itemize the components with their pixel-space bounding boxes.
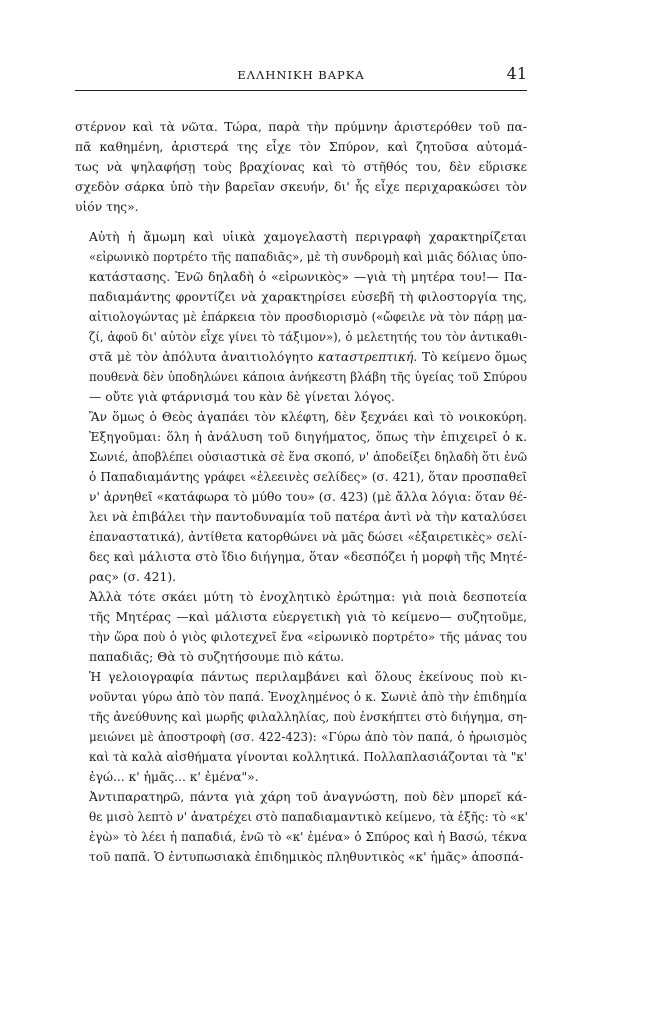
text-line: — οὔτε γιὰ φτάρνισμά του κὰν δὲ γίνεται λόγος. xyxy=(89,390,395,404)
text-line: Ἀντιπαρατηρῶ, πάντα γιὰ χάρη τοῦ ἀναγνώστη, ποὺ δὲν μπορεῖ κά- xyxy=(89,790,527,804)
text-line: τῆς Μητέρας —καὶ μάλιστα εὐεργετικὴ γιὰ τὸ κείμενο— συζητοῦμε, xyxy=(89,610,527,624)
text-line: Ἂν ὅμως ὁ Θεὸς ἀγαπάει τὸν κλέφτη, δὲν ξεχνάει καὶ τὸ νοικοκύρη. xyxy=(89,410,527,424)
paragraph xyxy=(75,787,527,867)
text-line: ἐγώ... κ' ἡμᾶς... κ' ἐμένα"». xyxy=(89,770,259,784)
text-line: υἱόν της». xyxy=(75,200,139,214)
text-line: σχεδὸν σάρκα ὑπὸ τὴν βαρεῖαν σκευήν, δι' ἧς εἶχε περιχαρακώσει τὸν xyxy=(75,180,527,194)
text-line: Ἐξηγοῦμαι: ὅλη ἡ ἀνάλυση τοῦ διηγήματος, ὅπως τὴν ἐπιχειρεῖ ὁ κ. xyxy=(89,430,527,444)
text-line: τοῦ παπᾶ. Ὁ ἐντυπωσιακὰ ἐπιδημικὸς πληθυντικὸς «κ' ἡμᾶς» ἀποσπά- xyxy=(89,850,524,864)
text-line: στέρνον καὶ τὰ νῶτα. Τώρα, παρὰ τὴν πρύμνην ἀριστερόθεν τοῦ πα- xyxy=(75,120,527,134)
text-line: πᾶ καθημένη, ἀριστερά της εἶχε τὸν Σπύρον, καὶ ζητοῦσα αὐτομά- xyxy=(75,140,527,154)
text-line: ζί, ἀφοῦ δι' αὐτὸν εἶχε γίνει τὸ τάξιμον»), ὁ μελετητής του τὸν ἀντικαθι- xyxy=(89,330,527,344)
text-line: τως νὰ ψηλαφήσῃ τοὺς βραχίονας καὶ τὸ στῆθός του, δὲν εὕρισκε xyxy=(75,160,527,174)
text-line: Αὐτὴ ἡ ἄμωμη καὶ υἱικὰ χαμογελαστὴ περιγραφὴ χαρακτηρίζεται xyxy=(89,230,527,244)
text-line: αἰτιολογώντας μὲ ἐπάρκεια τὸν προσδιορισμὸ («ὤφειλε νὰ τὸν πάρῃ μα- xyxy=(89,310,527,324)
text-line: Σωνιέ, ἀποβλέπει οὐσιαστικὰ σὲ ἕνα σκοπό, ν' ἀποδείξει δηλαδὴ ὅτι ἐνῶ xyxy=(89,450,527,464)
running-title: ΕΛΛΗΝΙΚΗ ΒΑΡΚΑ xyxy=(237,68,365,82)
book-page xyxy=(75,64,527,867)
text-line: Ἀλλὰ τότε σκάει μύτη τὸ ἐνοχλητικὸ ἐρώτημα: γιὰ ποιὰ δεσποτεία xyxy=(89,590,527,604)
paragraph xyxy=(75,407,527,587)
text-line: τὴν ὥρα ποὺ ὁ γιὸς φιλοτεχνεῖ ἕνα «εἰρωνικὸ πορτρέτο» τῆς μάνας του xyxy=(89,630,527,644)
text-line: κατάστασης. Ἐνῶ δηλαδὴ ὁ «εἰρωνικὸς» —γιὰ τὴ μητέρα του!— Πα- xyxy=(89,270,527,284)
text-line: δες καὶ μάλιστα στὸ ἴδιο διήγημα, ὅταν «δεσπόζει ἡ μορφὴ τῆς Μητέ- xyxy=(89,550,527,564)
text-line: πουθενὰ δὲν ὑποδηλώνει κάποια ἀνήκεστη βλάβη τῆς ὑγείας τοῦ Σπύρου xyxy=(89,370,527,384)
text-line: ρας» (σ. 421). xyxy=(89,570,177,584)
page-number: 41 xyxy=(506,64,527,83)
text-line: ἐγὼ» τὸ λέει ἡ παπαδιά, ἐνῶ τὸ «κ' ἐμένα» ὁ Σπύρος καὶ ἡ Βασώ, τέκνα xyxy=(89,830,527,844)
paragraph xyxy=(75,227,527,407)
paragraph-gap xyxy=(75,217,527,227)
text-line: στᾶ μὲ τὸν ἀπόλυτα ἀναιτιολόγητο καταστρεπτική. Τὸ κείμενο ὅμως xyxy=(89,350,527,364)
text-line: ν' ἀρνηθεῖ «κατάφωρα τὸ μύθο του» (σ. 423) (μὲ ἄλλα λόγια: ὅταν θέ- xyxy=(89,490,527,504)
text-line: παπαδιᾶς; Θὰ τὸ συζητήσουμε πιὸ κάτω. xyxy=(89,650,345,664)
text-line: νοῦνται γύρω ἀπὸ τὸν παπά. Ἐνοχλημένος ὁ κ. Σωνιὲ ἀπὸ τὴν ἐπιδημία xyxy=(89,690,527,704)
text-line: θε μισὸ λεπτὸ ν' ἀνατρέχει στὸ παπαδιαμαντικὸ κείμενο, τὰ ἑξῆς: τὸ «κ' xyxy=(89,810,528,824)
text-line: λει νὰ ἐπιβάλει τὴν παντοδυναμία τοῦ πατέρα ἀντὶ νὰ τὴν καταλύσει xyxy=(89,510,527,524)
text-line: ἐπαναστατικά), ἀντίθετα κατορθώνει νὰ μᾶς δώσει «ἐξαιρετικὲς» σελί- xyxy=(89,530,527,544)
running-header xyxy=(75,64,527,91)
text-line: ὁ Παπαδιαμάντης γράφει «ἐλεεινὲς σελίδες» (σ. 421), ὅταν προσπαθεῖ xyxy=(89,470,527,484)
text-line: μειώνει μὲ ἀποστροφὴ (σσ. 422-423): «Γύρω ἀπὸ τὸν παπά, ὁ ἡρωισμὸς xyxy=(89,730,527,744)
text-line: παδιαμάντης φροντίζει νὰ χαρακτηρίσει εὐσεβῆ τὴ φιλοστοργία της, xyxy=(89,290,527,304)
text-line: τῆς ἀνεύθυνης καὶ μωρῆς φιλαλληλίας, ποὺ ἐνσκήπτει στὸ διήγημα, ση- xyxy=(89,710,527,724)
paragraph xyxy=(75,667,527,787)
text-line: καὶ τὰ καλὰ αἰσθήματα γίνονται κολλητικά. Πολλαπλασιάζονται τὰ "κ' xyxy=(89,750,527,764)
text-line: «εἰρωνικὸ πορτρέτο τῆς παπαδιᾶς», μὲ τὴ συνδρομὴ καὶ μιᾶς δόλιας ὑπο- xyxy=(89,250,527,264)
paragraph xyxy=(75,587,527,667)
text-line: Ἡ γελοιογραφία πάντως περιλαμβάνει καὶ ὅλους ἐκείνους ποὺ κι- xyxy=(89,670,527,684)
paragraph xyxy=(75,117,527,217)
body-text xyxy=(75,117,527,867)
